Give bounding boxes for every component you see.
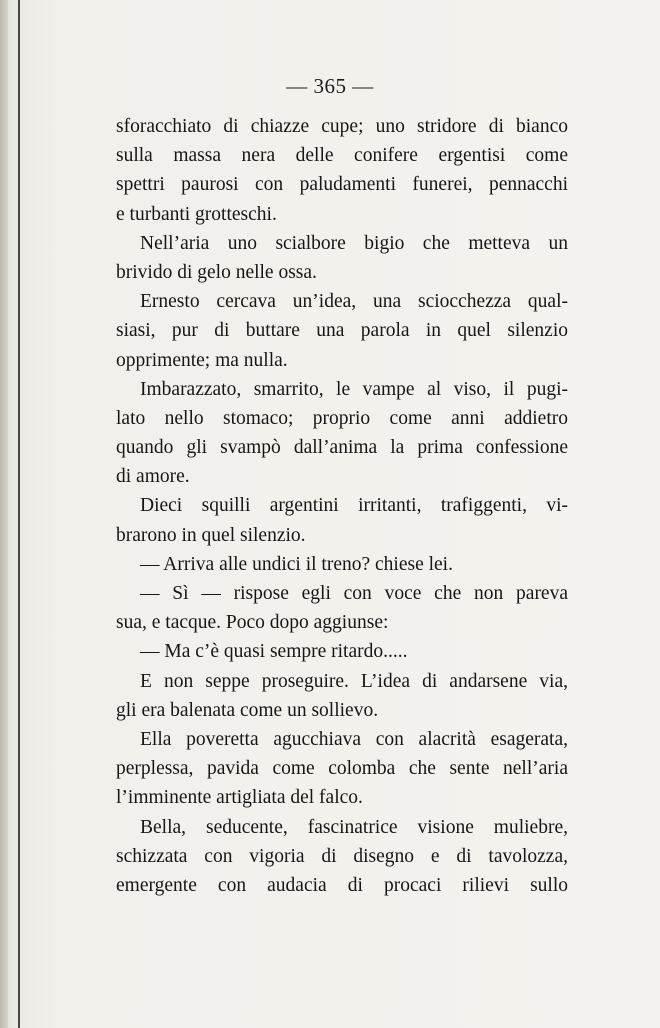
page-number: — 365 — <box>286 74 374 98</box>
text-line: sua, e tacque. Poco dopo aggiunse: <box>116 612 389 634</box>
text-line: lato nello stomaco; proprio come anni addietro <box>116 407 568 429</box>
text-line: sforacchiato di chiazze cupe; uno stridore di bianco <box>116 116 568 137</box>
text-line: emergente con audacia di procaci rilievi sullo <box>116 874 568 896</box>
text-line: schizzata con vigoria di disegno e di tavolozza, <box>116 845 568 867</box>
text-line: opprimente; ma nulla. <box>116 349 288 371</box>
text-line: Nell’aria uno scialbore bigio che metteva un <box>140 232 568 254</box>
page-binding-line <box>18 0 20 1028</box>
text-line: gli era balenata come un sollievo. <box>116 699 379 721</box>
text-line: e turbanti grotteschi. <box>116 203 277 225</box>
text-line: Bella, seducente, fascinatrice visione muliebre, <box>140 816 568 838</box>
text-line: Ella poveretta agucchiava con alacrità esagerata, <box>140 728 568 750</box>
text-line: Dieci squilli argentini irritanti, trafiggenti, vi- <box>140 495 568 517</box>
text-line: Ernesto cercava un’idea, una sciocchezza qual- <box>140 291 568 313</box>
text-line: di amore. <box>116 466 190 488</box>
text-line: — Ma c’è quasi sempre ritardo..... <box>140 641 408 663</box>
text-line: perplessa, pavida come colomba che sente nell’aria <box>116 758 568 780</box>
text-line: quando gli svampò dall’anima la prima confessione <box>116 437 568 459</box>
text-line: — Sì — rispose egli con voce che non pareva <box>140 583 568 604</box>
text-line: spettri paurosi con paludamenti funerei, pennacchi <box>116 174 568 196</box>
text-line: brivido di gelo nelle ossa. <box>116 261 317 283</box>
text-line: E non seppe proseguire. L’idea di andarsene via, <box>140 670 568 692</box>
text-line: Imbarazzato, smarrito, le vampe al viso, il pugi- <box>140 378 568 400</box>
text-line: sulla massa nera delle conifere ergentisi come <box>116 145 568 167</box>
body-text <box>116 112 568 900</box>
text-line: siasi, pur di buttare una parola in quel silenzio <box>116 320 568 342</box>
text-line: — Arriva alle undici il treno? chiese lei. <box>140 553 453 575</box>
page-binding-edge <box>0 0 8 1028</box>
text-line: brarono in quel silenzio. <box>116 524 306 546</box>
text-line: l’imminente artigliata del falco. <box>116 787 363 809</box>
